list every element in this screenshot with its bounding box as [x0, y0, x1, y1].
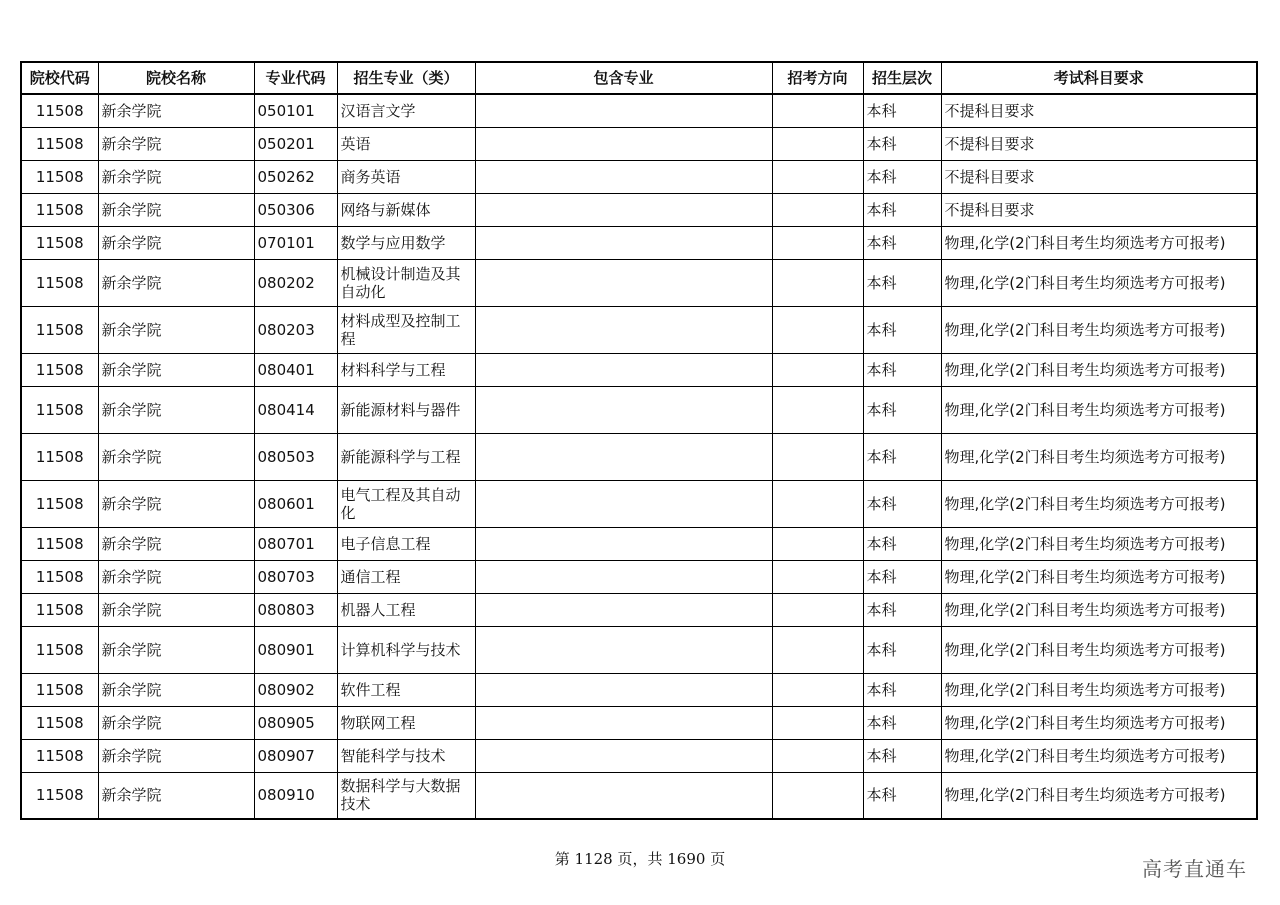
header-requirement: 考试科目要求: [941, 62, 1257, 94]
direction-cell: [772, 259, 863, 306]
requirement-cell: 物理,化学(2门科目考生均须选考方可报考): [941, 527, 1257, 560]
direction-cell: [772, 626, 863, 673]
includes-cell: [475, 739, 772, 772]
level-cell: 本科: [863, 706, 941, 739]
level-cell: 本科: [863, 433, 941, 480]
major-code-cell: 080907: [254, 739, 337, 772]
school-name-cell: 新余学院: [98, 353, 254, 386]
school-code-cell: 11508: [21, 306, 98, 353]
table-row: [21, 560, 1257, 593]
direction-cell: [772, 772, 863, 819]
requirement-cell: 不提科目要求: [941, 127, 1257, 160]
major-code-cell: 080401: [254, 353, 337, 386]
major-code-cell: 080203: [254, 306, 337, 353]
requirement-cell: 物理,化学(2门科目考生均须选考方可报考): [941, 706, 1257, 739]
requirement-cell: 物理,化学(2门科目考生均须选考方可报考): [941, 306, 1257, 353]
table-row: [21, 226, 1257, 259]
level-cell: 本科: [863, 560, 941, 593]
major-cell: 计算机科学与技术: [337, 626, 475, 673]
major-cell: 机械设计制造及其自动化: [337, 259, 475, 306]
requirement-cell: 物理,化学(2门科目考生均须选考方可报考): [941, 673, 1257, 706]
school-code-cell: 11508: [21, 94, 98, 127]
major-code-cell: 050101: [254, 94, 337, 127]
watermark: 高考直通车: [1142, 857, 1247, 881]
direction-cell: [772, 560, 863, 593]
major-cell: 数据科学与大数据技术: [337, 772, 475, 819]
requirement-cell: 不提科目要求: [941, 160, 1257, 193]
school-name-cell: 新余学院: [98, 772, 254, 819]
includes-cell: [475, 193, 772, 226]
level-cell: 本科: [863, 527, 941, 560]
requirement-cell: 物理,化学(2门科目考生均须选考方可报考): [941, 739, 1257, 772]
table-row: [21, 772, 1257, 819]
table-row: [21, 739, 1257, 772]
major-code-cell: 080703: [254, 560, 337, 593]
school-code-cell: 11508: [21, 127, 98, 160]
table-row: [21, 306, 1257, 353]
direction-cell: [772, 739, 863, 772]
level-cell: 本科: [863, 739, 941, 772]
major-code-cell: 070101: [254, 226, 337, 259]
major-code-cell: 080601: [254, 480, 337, 527]
school-code-cell: 11508: [21, 193, 98, 226]
major-code-cell: 080901: [254, 626, 337, 673]
major-code-cell: 080803: [254, 593, 337, 626]
school-code-cell: 11508: [21, 593, 98, 626]
school-name-cell: 新余学院: [98, 593, 254, 626]
school-code-cell: 11508: [21, 560, 98, 593]
level-cell: 本科: [863, 772, 941, 819]
includes-cell: [475, 706, 772, 739]
requirement-cell: 物理,化学(2门科目考生均须选考方可报考): [941, 226, 1257, 259]
page-footer: 第 1128 页，共 1690 页: [554, 850, 726, 868]
school-name-cell: 新余学院: [98, 480, 254, 527]
table-row: [21, 127, 1257, 160]
school-code-cell: 11508: [21, 353, 98, 386]
major-code-cell: 080902: [254, 673, 337, 706]
school-name-cell: 新余学院: [98, 160, 254, 193]
table-row: [21, 527, 1257, 560]
direction-cell: [772, 673, 863, 706]
major-code-cell: 050201: [254, 127, 337, 160]
header-includes: 包含专业: [475, 62, 772, 94]
includes-cell: [475, 593, 772, 626]
major-cell: 物联网工程: [337, 706, 475, 739]
includes-cell: [475, 259, 772, 306]
major-cell: 电气工程及其自动化: [337, 480, 475, 527]
direction-cell: [772, 706, 863, 739]
major-cell: 电子信息工程: [337, 527, 475, 560]
school-code-cell: 11508: [21, 772, 98, 819]
level-cell: 本科: [863, 127, 941, 160]
table-row: [21, 480, 1257, 527]
direction-cell: [772, 386, 863, 433]
major-cell: 通信工程: [337, 560, 475, 593]
includes-cell: [475, 127, 772, 160]
direction-cell: [772, 127, 863, 160]
header-level: 招生层次: [863, 62, 941, 94]
major-cell: 数学与应用数学: [337, 226, 475, 259]
header-major-code: 专业代码: [254, 62, 337, 94]
includes-cell: [475, 772, 772, 819]
school-name-cell: 新余学院: [98, 433, 254, 480]
table-row: [21, 706, 1257, 739]
direction-cell: [772, 433, 863, 480]
major-cell: 软件工程: [337, 673, 475, 706]
level-cell: 本科: [863, 593, 941, 626]
school-name-cell: 新余学院: [98, 127, 254, 160]
major-code-cell: 080701: [254, 527, 337, 560]
table-row: [21, 673, 1257, 706]
table-row: [21, 94, 1257, 127]
includes-cell: [475, 160, 772, 193]
requirement-cell: 物理,化学(2门科目考生均须选考方可报考): [941, 626, 1257, 673]
school-code-cell: 11508: [21, 259, 98, 306]
header-school-name: 院校名称: [98, 62, 254, 94]
direction-cell: [772, 527, 863, 560]
major-cell: 材料成型及控制工程: [337, 306, 475, 353]
header-direction: 招考方向: [772, 62, 863, 94]
direction-cell: [772, 480, 863, 527]
requirement-cell: 物理,化学(2门科目考生均须选考方可报考): [941, 480, 1257, 527]
table-row: [21, 353, 1257, 386]
school-code-cell: 11508: [21, 706, 98, 739]
school-code-cell: 11508: [21, 527, 98, 560]
level-cell: 本科: [863, 226, 941, 259]
school-name-cell: 新余学院: [98, 706, 254, 739]
direction-cell: [772, 226, 863, 259]
school-name-cell: 新余学院: [98, 193, 254, 226]
school-code-cell: 11508: [21, 739, 98, 772]
school-code-cell: 11508: [21, 433, 98, 480]
table-row: [21, 626, 1257, 673]
school-name-cell: 新余学院: [98, 673, 254, 706]
requirement-cell: 物理,化学(2门科目考生均须选考方可报考): [941, 386, 1257, 433]
table-row: [21, 433, 1257, 480]
includes-cell: [475, 527, 772, 560]
school-name-cell: 新余学院: [98, 560, 254, 593]
includes-cell: [475, 433, 772, 480]
major-cell: 智能科学与技术: [337, 739, 475, 772]
table-row: [21, 193, 1257, 226]
school-name-cell: 新余学院: [98, 386, 254, 433]
requirement-cell: 物理,化学(2门科目考生均须选考方可报考): [941, 560, 1257, 593]
level-cell: 本科: [863, 193, 941, 226]
major-code-cell: 080910: [254, 772, 337, 819]
includes-cell: [475, 626, 772, 673]
includes-cell: [475, 306, 772, 353]
header-major: 招生专业（类）: [337, 62, 475, 94]
table-row: [21, 386, 1257, 433]
major-code-cell: 080202: [254, 259, 337, 306]
school-name-cell: 新余学院: [98, 739, 254, 772]
includes-cell: [475, 226, 772, 259]
direction-cell: [772, 160, 863, 193]
school-name-cell: 新余学院: [98, 306, 254, 353]
major-cell: 材料科学与工程: [337, 353, 475, 386]
includes-cell: [475, 386, 772, 433]
major-cell: 新能源科学与工程: [337, 433, 475, 480]
major-cell: 机器人工程: [337, 593, 475, 626]
includes-cell: [475, 480, 772, 527]
level-cell: 本科: [863, 673, 941, 706]
major-cell: 汉语言文学: [337, 94, 475, 127]
major-code-cell: 080414: [254, 386, 337, 433]
level-cell: 本科: [863, 480, 941, 527]
requirement-cell: 物理,化学(2门科目考生均须选考方可报考): [941, 259, 1257, 306]
major-cell: 网络与新媒体: [337, 193, 475, 226]
level-cell: 本科: [863, 160, 941, 193]
table-row: [21, 160, 1257, 193]
includes-cell: [475, 94, 772, 127]
school-name-cell: 新余学院: [98, 259, 254, 306]
school-name-cell: 新余学院: [98, 626, 254, 673]
major-code-cell: 080905: [254, 706, 337, 739]
school-code-cell: 11508: [21, 386, 98, 433]
level-cell: 本科: [863, 306, 941, 353]
major-cell: 英语: [337, 127, 475, 160]
requirement-cell: 物理,化学(2门科目考生均须选考方可报考): [941, 772, 1257, 819]
school-name-cell: 新余学院: [98, 94, 254, 127]
requirement-cell: 不提科目要求: [941, 193, 1257, 226]
school-code-cell: 11508: [21, 226, 98, 259]
direction-cell: [772, 353, 863, 386]
requirement-cell: 物理,化学(2门科目考生均须选考方可报考): [941, 593, 1257, 626]
school-code-cell: 11508: [21, 673, 98, 706]
requirement-cell: 物理,化学(2门科目考生均须选考方可报考): [941, 433, 1257, 480]
school-name-cell: 新余学院: [98, 527, 254, 560]
direction-cell: [772, 306, 863, 353]
school-code-cell: 11508: [21, 626, 98, 673]
includes-cell: [475, 560, 772, 593]
level-cell: 本科: [863, 386, 941, 433]
school-code-cell: 11508: [21, 160, 98, 193]
admission-table: [20, 61, 1258, 820]
level-cell: 本科: [863, 94, 941, 127]
header-school-code: 院校代码: [21, 62, 98, 94]
major-cell: 商务英语: [337, 160, 475, 193]
major-code-cell: 080503: [254, 433, 337, 480]
school-name-cell: 新余学院: [98, 226, 254, 259]
table-row: [21, 593, 1257, 626]
table-header-row: [21, 62, 1257, 94]
requirement-cell: 不提科目要求: [941, 94, 1257, 127]
school-code-cell: 11508: [21, 480, 98, 527]
direction-cell: [772, 193, 863, 226]
includes-cell: [475, 673, 772, 706]
major-cell: 新能源材料与器件: [337, 386, 475, 433]
level-cell: 本科: [863, 626, 941, 673]
major-code-cell: 050262: [254, 160, 337, 193]
includes-cell: [475, 353, 772, 386]
requirement-cell: 物理,化学(2门科目考生均须选考方可报考): [941, 353, 1257, 386]
direction-cell: [772, 94, 863, 127]
level-cell: 本科: [863, 259, 941, 306]
level-cell: 本科: [863, 353, 941, 386]
admission-table-container: [20, 61, 1256, 820]
direction-cell: [772, 593, 863, 626]
table-row: [21, 259, 1257, 306]
major-code-cell: 050306: [254, 193, 337, 226]
